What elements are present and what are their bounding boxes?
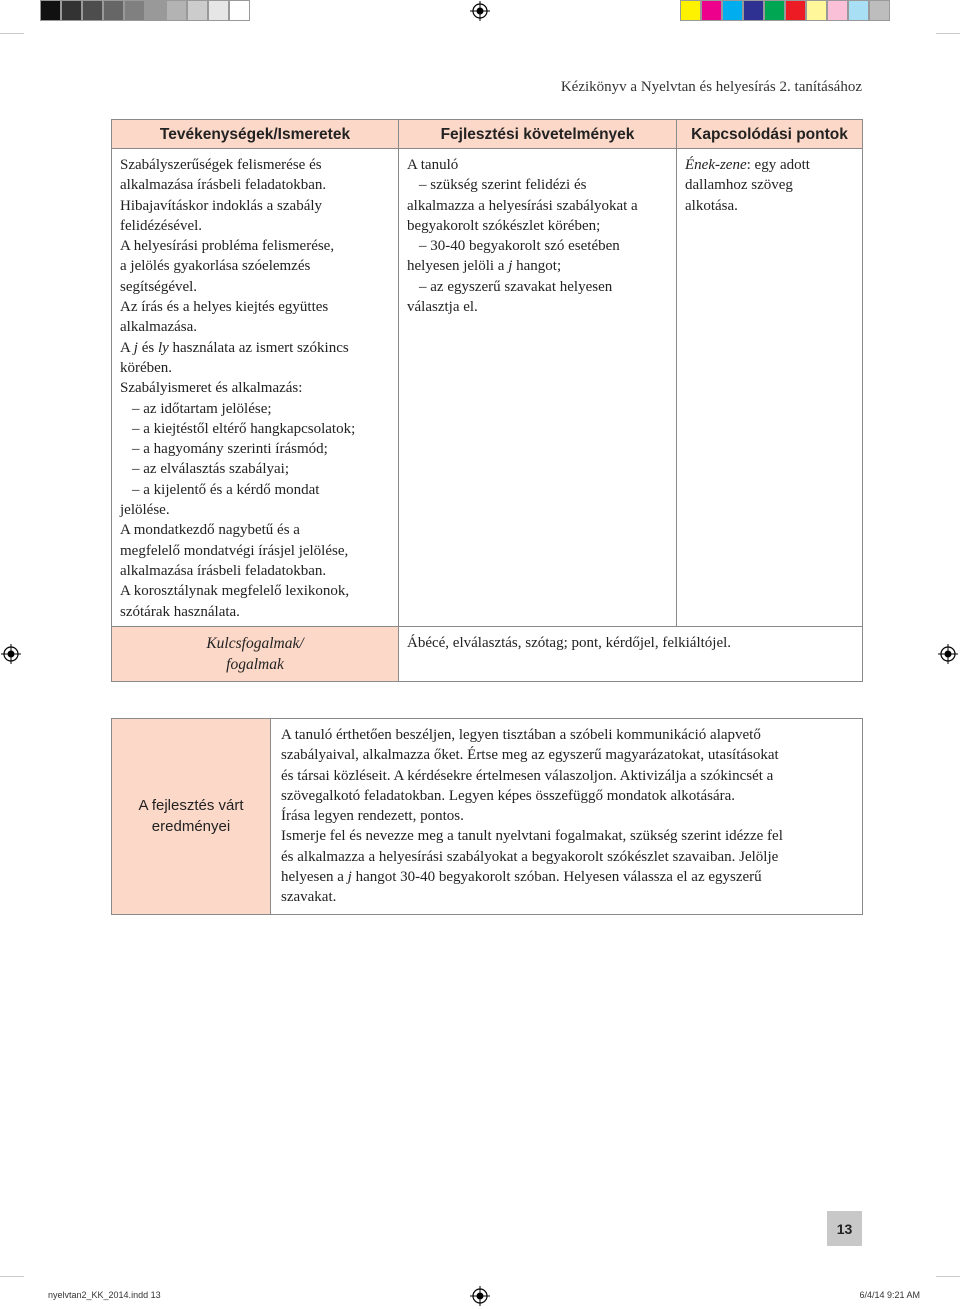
activities-cell bbox=[112, 149, 399, 627]
text-fragment: és bbox=[137, 339, 158, 356]
text-line: dallamhoz szöveg bbox=[685, 177, 793, 194]
color-swatch bbox=[208, 0, 229, 21]
crop-mark bbox=[0, 33, 24, 34]
text-line: begyakorolt szókészlet körében; bbox=[407, 217, 601, 234]
color-swatch bbox=[145, 0, 166, 21]
color-swatch bbox=[229, 0, 250, 21]
color-swatch bbox=[82, 0, 103, 21]
text-line: alkalmazása írásbeli feladatokban. bbox=[120, 177, 327, 194]
keywords-value: Ábécé, elválasztás, szótag; pont, kérdőjel, felkiáltójel. bbox=[399, 626, 863, 681]
text-line: és társai közléseit. A kérdésekre értelmesen válaszoljon. Aktivizálja a szókincsét a bbox=[281, 767, 774, 784]
text-line: alkalmazása. bbox=[120, 319, 198, 336]
cmyk-color-bar bbox=[680, 0, 890, 22]
color-swatch bbox=[61, 0, 82, 21]
text-fragment: helyesen jelöli a bbox=[407, 258, 509, 275]
keywords-row bbox=[112, 626, 863, 681]
dash-item: – az időtartam jelölése; bbox=[132, 400, 272, 417]
text-line: Szabályszerűségek felismerése és bbox=[120, 157, 322, 173]
letter-j: j bbox=[347, 869, 352, 886]
text-line: fogalmak bbox=[226, 655, 284, 673]
dash-item: – az elválasztás szabályai; bbox=[132, 461, 290, 478]
results-label bbox=[112, 719, 271, 915]
text-line: szövegalkotó feladatokban. Legyen képes összefüggő mondatok alkotására. bbox=[281, 787, 736, 804]
letters-ly: ly bbox=[157, 339, 169, 356]
text-line: Írása legyen rendezett, pontos. bbox=[281, 808, 464, 825]
column-header-activities: Tevékenységek/Ismeretek bbox=[112, 120, 399, 149]
dash-item: – szükség szerint felidézi és bbox=[419, 177, 587, 194]
text-line: szavakat. bbox=[281, 889, 337, 906]
table-header-row bbox=[112, 120, 863, 149]
text-fragment: hangot; bbox=[512, 258, 562, 275]
date-slug: 6/4/14 9:21 AM bbox=[859, 1290, 920, 1300]
results-text bbox=[271, 719, 863, 915]
text-fragment: A bbox=[120, 339, 134, 356]
dash-item: – a kijelentő és a kérdő mondat bbox=[132, 481, 320, 498]
text-line: alkalmazása írásbeli feladatokban. bbox=[120, 562, 327, 579]
registration-mark-icon bbox=[470, 1, 490, 21]
text-line bbox=[407, 256, 668, 276]
text-line: a jelölés gyakorlása szóelemzés bbox=[120, 258, 311, 275]
color-swatch bbox=[722, 0, 743, 21]
text-line: Kulcsfogalmak/ bbox=[206, 634, 304, 652]
color-swatch bbox=[869, 0, 890, 21]
text-line: eredményei bbox=[151, 818, 231, 836]
dash-item: – az egyszerű szavakat helyesen bbox=[419, 278, 613, 295]
registration-mark-icon bbox=[1, 644, 21, 664]
keywords-label bbox=[112, 626, 399, 681]
curriculum-table bbox=[111, 119, 863, 682]
color-swatch bbox=[827, 0, 848, 21]
text-fragment: hangot 30-40 begyakorolt szóban. Helyesen válassza el az egyszerű bbox=[351, 869, 762, 886]
text-line: Hibajavításkor indoklás a szabály bbox=[120, 197, 323, 214]
text-fragment: : egy adott bbox=[746, 157, 810, 173]
color-swatch bbox=[764, 0, 785, 21]
dash-item: – a hagyomány szerinti írásmód; bbox=[132, 441, 328, 458]
text-line: Szabályismeret és alkalmazás: bbox=[120, 380, 303, 397]
text-line: és alkalmazza a helyesírási szabályokat a begyakorolt szókészlet szavaiban. Jelölje bbox=[281, 848, 779, 865]
color-swatch bbox=[166, 0, 187, 21]
color-swatch bbox=[187, 0, 208, 21]
text-line: A fejlesztés várt bbox=[138, 797, 244, 815]
crop-mark bbox=[936, 1276, 960, 1277]
text-line bbox=[281, 867, 852, 887]
text-line: megfelelő mondatvégi írásjel jelölése, bbox=[120, 542, 349, 559]
text-line: Az írás és a helyes kiejtés együttes bbox=[120, 299, 329, 316]
color-swatch bbox=[743, 0, 764, 21]
registration-mark-icon bbox=[938, 644, 958, 664]
text-line: segítségével. bbox=[120, 278, 198, 295]
file-slug: nyelvtan2_KK_2014.indd 13 bbox=[48, 1290, 161, 1300]
color-swatch bbox=[103, 0, 124, 21]
results-table bbox=[111, 718, 863, 915]
color-swatch bbox=[40, 0, 61, 21]
column-header-connections: Kapcsolódási pontok bbox=[677, 120, 863, 149]
dash-item: – 30-40 begyakorolt szó esetében bbox=[419, 238, 620, 255]
page-number: 13 bbox=[827, 1211, 862, 1246]
text-line: Ismerje fel és nevezze meg a tanult nyelvtani fogalmakat, szükség szerint idézze fel bbox=[281, 828, 783, 845]
letter-j: j bbox=[133, 339, 138, 356]
running-head: Kézikönyv a Nyelvtan és helyesírás 2. tanításához bbox=[560, 79, 862, 95]
color-swatch bbox=[848, 0, 869, 21]
grayscale-color-bar bbox=[40, 0, 250, 22]
text-line: A korosztálynak megfelelő lexikonok, bbox=[120, 583, 350, 600]
text-fragment: használata az ismert szókincs bbox=[168, 339, 349, 356]
text-line: szabályaival, alkalmazza őket. Értse meg az egyszerű magyarázatokat, utasításokat bbox=[281, 747, 779, 764]
text-line: felidézésével. bbox=[120, 217, 203, 234]
text-line bbox=[120, 338, 390, 358]
text-line: szótárak használata. bbox=[120, 603, 240, 620]
table-row bbox=[112, 149, 863, 627]
text-line: alkalmazza a helyesírási szabályokat a bbox=[407, 197, 638, 214]
color-swatch bbox=[806, 0, 827, 21]
text-line: választja el. bbox=[407, 299, 478, 316]
dash-item: – a kiejtéstől eltérő hangkapcsolatok; bbox=[132, 420, 356, 437]
text-line: A mondatkezdő nagybetű és a bbox=[120, 522, 300, 539]
letter-j: j bbox=[508, 258, 513, 275]
crop-mark bbox=[936, 33, 960, 34]
text-line: jelölése. bbox=[120, 502, 170, 519]
text-fragment: helyesen a bbox=[281, 869, 348, 886]
color-swatch bbox=[124, 0, 145, 21]
table-row bbox=[112, 719, 863, 915]
column-header-requirements: Fejlesztési követelmények bbox=[399, 120, 677, 149]
crop-mark bbox=[0, 1276, 24, 1277]
text-line: A tanuló érthetően beszéljen, legyen tisztában a szóbeli kommunikáció alapvető bbox=[281, 727, 761, 743]
text-line: alkotása. bbox=[685, 197, 738, 214]
requirements-cell bbox=[399, 149, 677, 627]
text-line: A tanuló bbox=[407, 157, 459, 173]
color-swatch bbox=[680, 0, 701, 21]
color-swatch bbox=[785, 0, 806, 21]
text-line: körében. bbox=[120, 359, 173, 376]
color-swatch bbox=[701, 0, 722, 21]
subject-name: Ének-zene bbox=[685, 157, 747, 173]
text-line: A helyesírási probléma felismerése, bbox=[120, 238, 335, 255]
registration-mark-icon bbox=[470, 1286, 490, 1306]
text-line bbox=[685, 155, 854, 175]
connections-cell bbox=[677, 149, 863, 627]
